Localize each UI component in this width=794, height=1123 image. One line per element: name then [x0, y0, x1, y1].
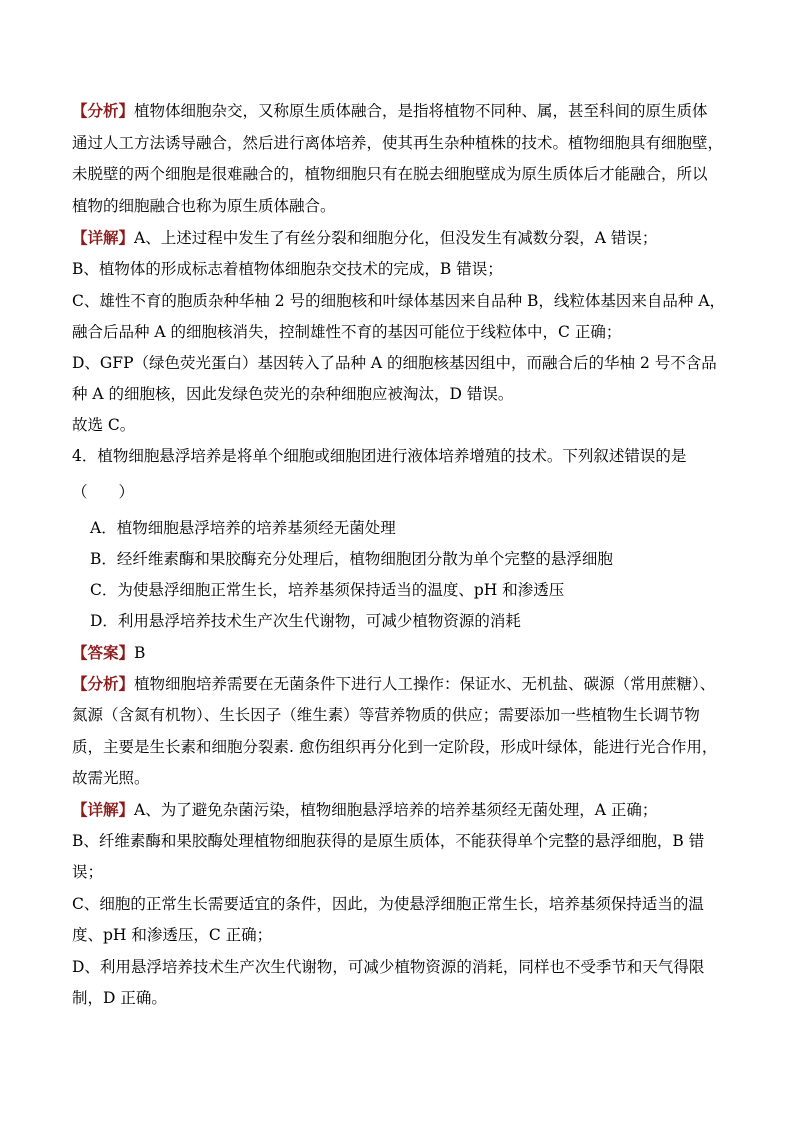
option-b: B．经纤维素酶和果胶酶充分处理后，植物细胞团分散为单个完整的悬浮细胞	[90, 550, 613, 568]
detail-tag: 【详解】	[72, 228, 135, 247]
analysis-line-2: 通过人工方法诱导融合，然后进行离体培养，使其再生杂种植株的技术。植物细胞具有细胞壁，	[72, 134, 724, 152]
analysis-line-4: 植物的细胞融合也称为原生质体融合。	[72, 197, 336, 215]
q4-detail-line-1	[72, 800, 752, 820]
analysis-line-3: 未脱壁的两个细胞是很难融合的，植物细胞只有在脱去细胞壁成为原生质体后才能融合，所以	[72, 165, 708, 183]
q4-detail-line-3: 误；	[72, 863, 104, 881]
detail-line-4: 融合后品种 A 的细胞核消失，控制雄性不育的基因可能位于线粒体中，C 正确；	[72, 323, 622, 341]
question-bracket: （ ）	[72, 483, 135, 501]
answer-tag: 【答案】	[72, 643, 135, 662]
analysis-line-1	[72, 101, 752, 121]
q4-detail-text: A、为了避免杂菌污染，植物细胞悬浮培养的培养基须经无菌处理，A 正确；	[134, 801, 658, 819]
option-a: A．植物细胞悬浮培养的培养基须经无菌处理	[90, 519, 396, 537]
q4-detail-line-2: B、纤维素酶和果胶酶处理植物细胞获得的是原生质体，不能获得单个完整的悬浮细胞，B 错	[72, 832, 705, 850]
detail-line-3: C、雄性不育的胞质杂种华柚 2 号的细胞核和叶绿体基因来自品种 B，线粒体基因来自品种 A，	[72, 292, 726, 310]
q4-analysis-tag: 【分析】	[72, 674, 135, 693]
analysis-text: 植物体细胞杂交，又称原生质体融合，是指将植物不同种、属，甚至科间的原生质体	[134, 102, 708, 120]
detail-line-5: D、GFP（绿色荧光蛋白）基因转入了品种 A 的细胞核基因组中，而融合后的华柚 2 号不含品	[72, 354, 717, 372]
analysis-tag: 【分析】	[72, 101, 135, 120]
q4-analysis-line-4: 故需光照。	[72, 769, 150, 787]
conclusion: 故选 C。	[72, 416, 136, 434]
option-c: C．为使悬浮细胞正常生长，培养基须保持适当的温度、pH 和渗透压	[90, 581, 565, 599]
q4-detail-line-7: 制，D 正确。	[72, 989, 167, 1007]
detail-line-1	[72, 228, 752, 248]
q4-detail-line-4: C、细胞的正常生长需要适宜的条件，因此，为使悬浮细胞正常生长，培养基须保持适当的温	[72, 895, 704, 913]
detail-line-6: 种 A 的细胞核，因此发绿色荧光的杂种细胞应被淘汰，D 错误。	[72, 385, 514, 403]
answer-value: B	[134, 644, 146, 662]
q4-analysis-line-2: 氮源（含氮有机物）、生长因子（维生素）等营养物质的供应；需要添加一些植物生长调节物	[72, 706, 700, 724]
q4-detail-line-6: D、利用悬浮培养技术生产次生代谢物，可减少植物资源的消耗，同样也不受季节和天气得限	[72, 958, 705, 976]
q4-analysis-text: 植物细胞培养需要在无菌条件下进行人工操作：保证水、无机盐、碳源（常用蔗糖）、	[134, 675, 716, 693]
detail-line-2: B、植物体的形成标志着植物体细胞杂交技术的完成，B 错误；	[72, 260, 503, 278]
detail-text: A、上述过程中发生了有丝分裂和细胞分化，但没发生有减数分裂，A 错误；	[134, 229, 658, 247]
answer-line	[72, 643, 752, 663]
q4-analysis-line-3: 质，主要是生长素和细胞分裂素. 愈伤组织再分化到一定阶段，形成叶绿体，能进行光合作用，	[72, 738, 718, 756]
question-stem: 4．植物细胞悬浮培养是将单个细胞或细胞团进行液体培养增殖的技术。下列叙述错误的是	[72, 447, 687, 465]
q4-detail-tag: 【详解】	[72, 800, 135, 819]
q4-detail-line-5: 度、pH 和渗透压，C 正确；	[72, 926, 273, 944]
q4-analysis-line-1	[72, 674, 752, 694]
option-d: D．利用悬浮培养技术生产次生代谢物，可减少植物资源的消耗	[90, 612, 521, 630]
